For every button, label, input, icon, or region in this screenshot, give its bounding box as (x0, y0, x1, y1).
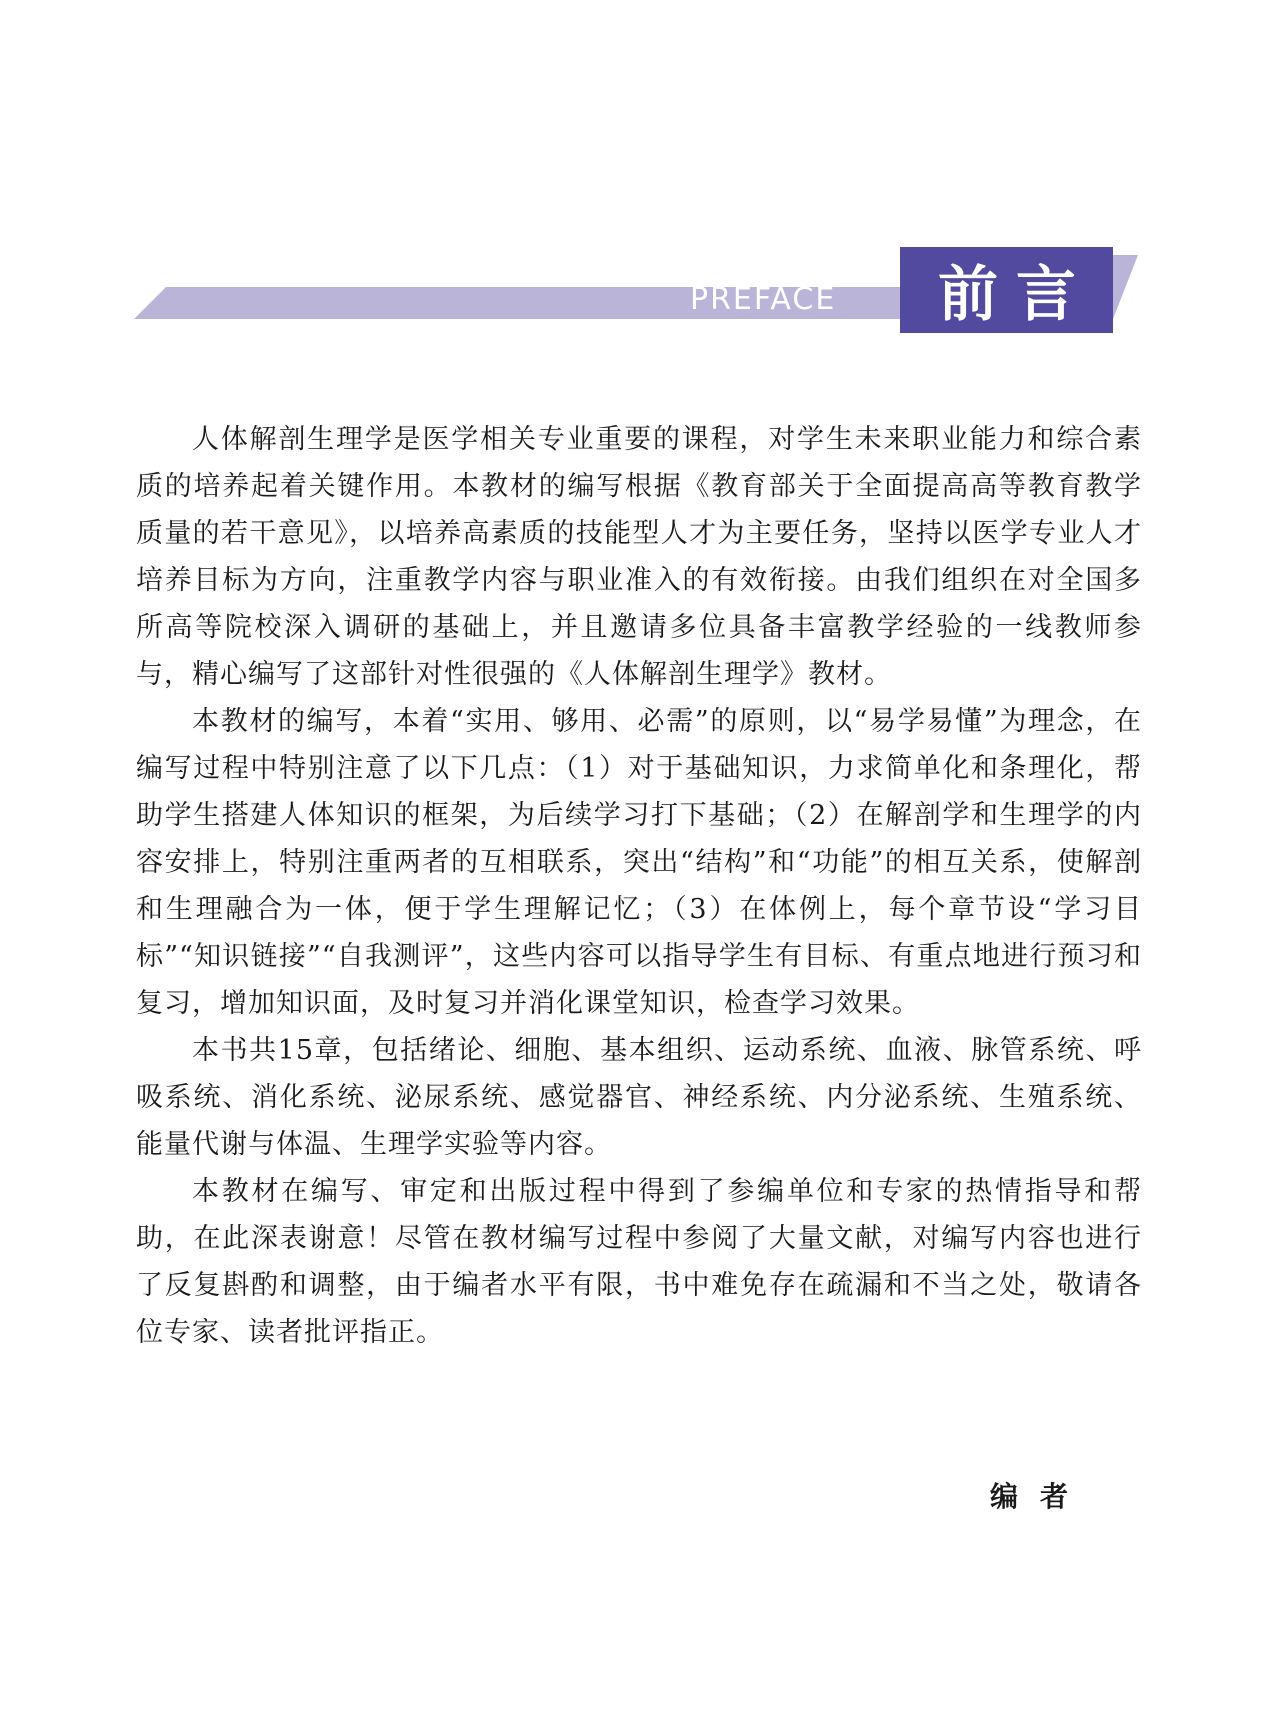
preface-body (136, 416, 1142, 1356)
paragraph-4: 本教材在编写、审定和出版过程中得到了参编单位和专家的热情指导和帮助，在此深表谢意！尽管在教材编写过程中参阅了大量文献，对编写内容也进行了反复斟酌和调整，由于编者水平有限，书中难免存在疏漏和不当之处，敬请各位专家、读者批评指正。 (136, 1176, 1142, 1348)
paragraph-1: 人体解剖生理学是医学相关专业重要的课程，对学生未来职业能力和综合素质的培养起着关键作用。本教材的编写根据《教育部关于全面提高高等教育教学质量的若干意见》，以培养高素质的技能型人才为主要任务，坚持以医学专业人才培养目标为方向，注重教学内容与职业准入的有效衔接。由我们组织在对全国多所高等院校深入调研的基础上，并且邀请多位具备丰富教学经验的一线教师参与，精心编写了这部针对性很强的《人体解剖生理学》教材。 (136, 424, 1142, 690)
paragraph-2: 本教材的编写，本着“实用、够用、必需”的原则，以“易学易懂”为理念，在编写过程中特别注意了以下几点：（1）对于基础知识，力求简单化和条理化，帮助学生搭建人体知识的框架，为后续学习打下基础；（2）在解剖学和生理学的内容安排上，特别注重两者的互相联系，突出“结构”和“功能”的相互关系，使解剖和生理融合为一体，便于学生理解记忆；（3）在体例上，每个章节设“学习目标”“知识链接”“自我测评”，这些内容可以指导学生有目标、有重点地进行预习和复习，增加知识面，及时复习并消化课堂知识，检查学习效果。 (136, 706, 1142, 1019)
header-banner-graphic (0, 0, 1275, 400)
author-signature: 编者 (990, 1480, 1091, 1513)
page-title: 前言 (938, 260, 1094, 330)
paragraph-3: 本书共15章，包括绪论、细胞、基本组织、运动系统、血液、脉管系统、呼吸系统、消化系统、泌尿系统、感觉器官、神经系统、内分泌系统、生殖系统、能量代谢与体温、生理学实验等内容。 (136, 1035, 1142, 1160)
preface-header (0, 0, 1275, 400)
preface-english-label: PREFACE (690, 282, 837, 317)
header-band-tail (1113, 255, 1138, 319)
